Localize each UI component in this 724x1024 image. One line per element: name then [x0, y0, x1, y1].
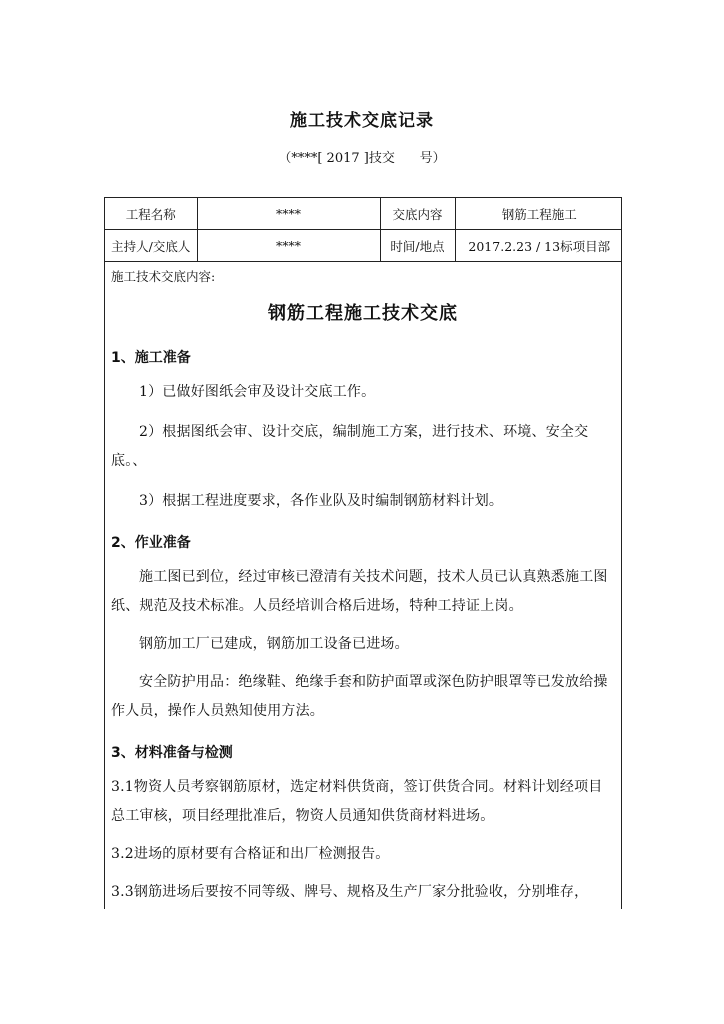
section-heading: 1、施工准备 [111, 350, 191, 366]
content-label: 施工技术交底内容: [111, 269, 216, 284]
section-heading: 2、作业准备 [111, 535, 191, 551]
project-name-value: **** [197, 198, 380, 230]
time-place-value: 2017.2.23 / 13标项目部 [455, 230, 622, 262]
project-name-label: 工程名称 [105, 198, 197, 230]
paragraph: 1）已做好图纸会审及设计交底工作。 [139, 384, 376, 400]
section-heading: 3、材料准备与检测 [111, 745, 233, 761]
table-row [105, 198, 622, 230]
paragraph: 3.3钢筋进场后要按不同等级、牌号、规格及生产厂家分批验收，分别堆存， [111, 884, 589, 900]
paragraph: 3.2进场的原材要有合格证和出厂检测报告。 [111, 846, 390, 862]
paragraph: 钢筋加工厂已建成，钢筋加工设备已进场。 [139, 636, 409, 652]
paragraph: 2）根据图纸会审、设计交底，编制施工方案，进行技术、环境、安全交底。、 [111, 424, 589, 469]
time-place-label: 时间/地点 [380, 230, 455, 262]
host-label: 主持人/交底人 [105, 230, 197, 262]
table-row [105, 230, 622, 262]
paragraph: 3）根据工程进度要求，各作业队及时编制钢筋材料计划。 [139, 493, 504, 509]
paragraph: 施工图已到位，经过审核已澄清有关技术问题，技术人员已认真熟悉施工图纸、规范及技术标准。人员经培训合格后进场，特种工持证上岗。 [111, 569, 608, 614]
host-value: **** [197, 230, 380, 262]
content-title: 钢筋工程施工技术交底 [268, 303, 458, 324]
disclosure-form [104, 197, 622, 909]
document-number: （****[ 2017 ]技交 号） [278, 151, 446, 166]
paragraph: 3.1物资人员考察钢筋原材，选定材料供货商，签订供货合同。材料计划经项目总工审核，项目经理批准后，物资人员通知供货商材料进场。 [111, 779, 603, 824]
disclosure-content-label: 交底内容 [380, 198, 455, 230]
project-info-table [105, 198, 622, 262]
disclosure-content-value: 钢筋工程施工 [455, 198, 622, 230]
paragraph: 安全防护用品：绝缘鞋、绝缘手套和防护面罩或深色防护眼罩等已发放给操作人员，操作人员熟知使用方法。 [111, 674, 608, 719]
document-title: 施工技术交底记录 [290, 111, 434, 131]
